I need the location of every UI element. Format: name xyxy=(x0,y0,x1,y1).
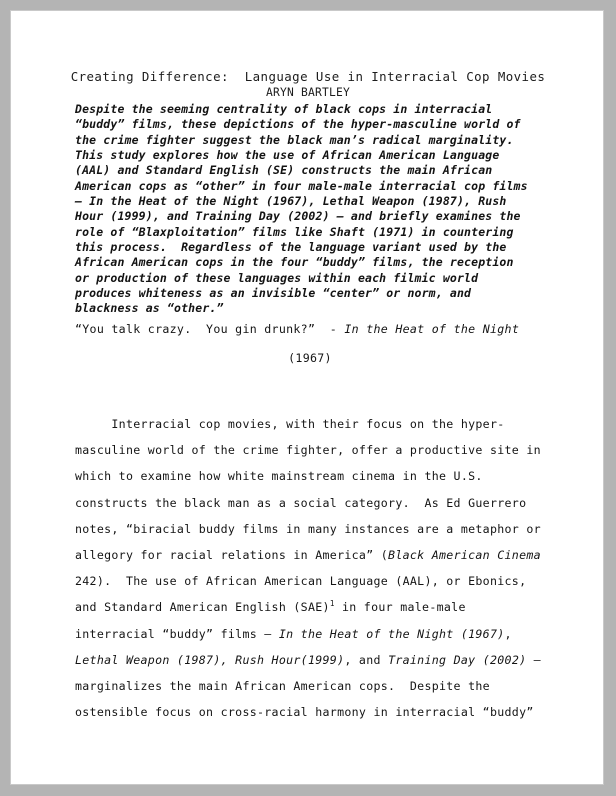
abstract-line: produces whiteness as an invisible “center” or norm, and xyxy=(75,286,472,301)
body-text-run: and Standard American English (SAE) xyxy=(75,600,330,615)
body-line: marginalizes the main African American cops. Despite the xyxy=(75,679,490,694)
abstract-line: American cops as “other” in four male-male interracial cop films xyxy=(75,178,528,193)
abstract-line: African American cops in the four “buddy” films, the reception xyxy=(75,255,514,270)
body-line: Interracial cop movies, with their focus on the hyper- xyxy=(75,417,505,431)
body-text-block xyxy=(75,411,555,725)
abstract-line: This study explores how the use of African American Language xyxy=(75,148,500,163)
epigraph-block xyxy=(75,322,545,366)
abstract-line: Despite the seeming centrality of black cops in interracial xyxy=(75,102,493,116)
body-line xyxy=(75,621,555,647)
abstract-line: the crime fighter suggest the black man’s radical marginality. xyxy=(75,132,514,147)
abstract-line: role of “Blaxploitation” films like Shaft (1971) in countering xyxy=(75,224,514,239)
body-line: notes, “biracial buddy films in many instances are a metaphor or xyxy=(75,521,541,536)
body-text-run: allegory for racial relations in America” ( xyxy=(75,548,389,563)
epigraph-source-title: In the Heat of the Night xyxy=(344,322,520,336)
body-line: masculine world of the crime fighter, offer a productive site in xyxy=(75,443,541,458)
body-text-run: , xyxy=(504,626,512,641)
abstract-line: — In the Heat of the Night (1967), Lethal Weapon (1987), Rush xyxy=(75,194,507,209)
abstract-line: this process. Regardless of the language variant used by the xyxy=(75,240,507,255)
epigraph-year: (1967) xyxy=(288,351,332,365)
title-block xyxy=(11,69,604,100)
abstract-block xyxy=(75,102,545,317)
body-text-run: — xyxy=(526,652,541,667)
body-text-run: interracial “buddy” films — xyxy=(75,626,279,641)
body-text-run: in four male-male xyxy=(334,600,466,615)
film-title-citation: Lethal Weapon (1987), Rush Hour(1999) xyxy=(75,652,345,667)
document-page xyxy=(10,10,604,785)
footnote-marker: 1 xyxy=(329,599,335,609)
body-line xyxy=(75,542,555,568)
body-line: ostensible focus on cross-racial harmony in interracial “buddy” xyxy=(75,705,534,720)
author-name: ARYN BARTLEY xyxy=(265,86,350,99)
body-line: which to examine how white mainstream cinema in the U.S. xyxy=(75,469,483,484)
epigraph-quote-text: “You talk crazy. You gin drunk?” - xyxy=(75,322,345,336)
body-text-run: , and xyxy=(344,652,389,667)
page-title: Creating Difference: Language Use in Interracial Cop Movies xyxy=(70,69,546,84)
abstract-line: “buddy” films, these depictions of the hyper-masculine world of xyxy=(75,117,521,132)
page-sheet xyxy=(11,11,604,785)
epigraph-quote-line xyxy=(75,322,545,337)
body-line xyxy=(75,647,555,673)
abstract-line: Hour (1999), and Training Day (2002) — and briefly examines the xyxy=(75,209,521,224)
body-line: constructs the black man as a social category. As Ed Guerrero xyxy=(75,495,527,510)
book-title-citation: Black American Cinema xyxy=(388,548,541,563)
film-title-citation: Training Day (2002) xyxy=(388,652,527,667)
body-line xyxy=(75,594,555,620)
abstract-line: (AAL) and Standard English (SE) constructs the main African xyxy=(75,163,493,178)
film-title-citation: In the Heat of the Night (1967) xyxy=(278,626,505,641)
body-line: 242). The use of African American Language (AAL), or Ebonics, xyxy=(75,574,527,589)
abstract-line: or production of these languages within each filmic world xyxy=(75,270,479,285)
abstract-line: blackness as “other.” xyxy=(75,301,224,316)
